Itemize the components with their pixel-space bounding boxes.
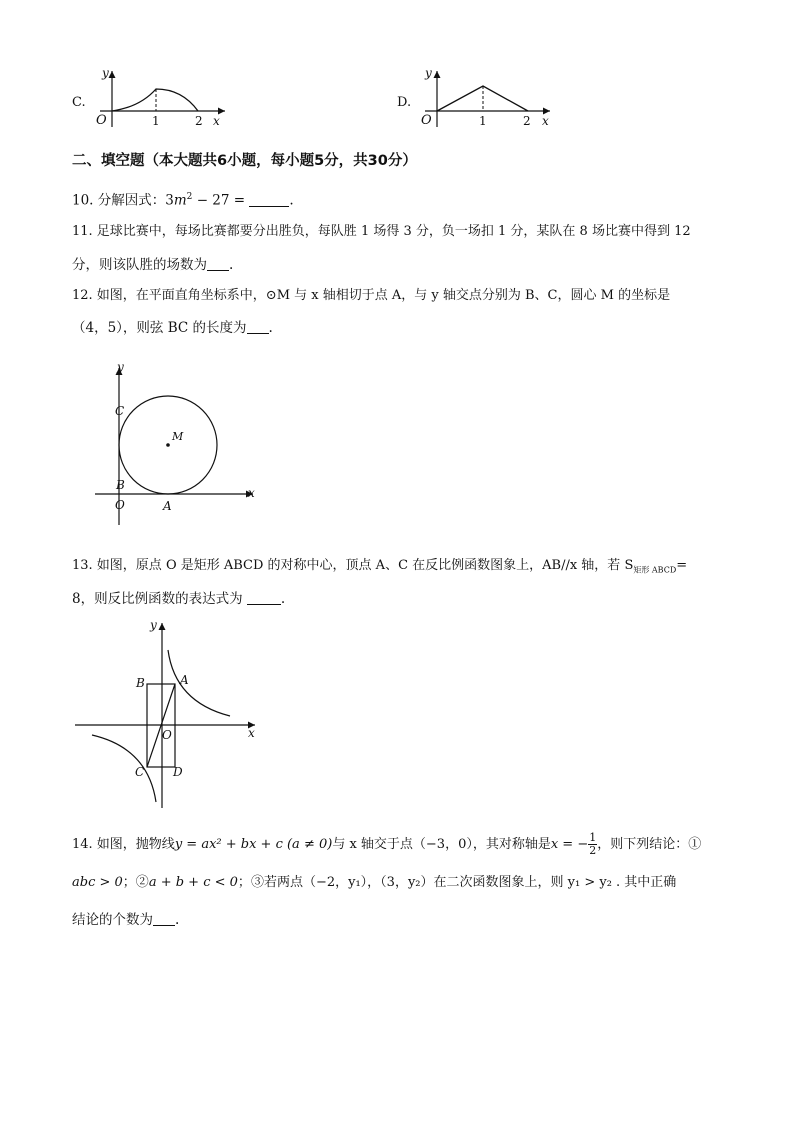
- option-c-label: C.: [72, 95, 86, 110]
- option-c-origin: O: [96, 113, 107, 128]
- q12-x-label: x: [248, 486, 255, 500]
- question-12-line1: 12. 如图，在平面直角坐标系中，⊙M 与 x 轴相切于点 A，与 y 轴交点分别为 B、C，圆心 M 的坐标是: [72, 288, 671, 303]
- q14-l2d: ；: [237, 875, 251, 890]
- q13-answer-blank[interactable]: [247, 590, 281, 605]
- q12-figure: [95, 360, 275, 530]
- q13-c-label: C: [135, 765, 145, 779]
- q13-a-label: A: [180, 673, 189, 687]
- q13-line2-text: 8，则反比例函数的表达式为: [72, 591, 243, 607]
- q11-end: .: [229, 257, 234, 273]
- option-c: [70, 65, 240, 135]
- q10-prefix: 10. 分解因式：: [72, 192, 166, 209]
- q14-line3-text: 结论的个数为: [72, 912, 153, 928]
- q10-exp: 2: [186, 192, 193, 202]
- q12-a-label: A: [163, 499, 172, 513]
- q14-l2b: ；: [122, 875, 136, 890]
- question-12-line2: [72, 318, 273, 338]
- question-11-line1: 11. 足球比赛中，每场比赛都要分出胜负，每队胜 1 场得 3 分，负一场扣 1 分，某队在 8 场比赛中得到 12: [72, 224, 691, 239]
- option-d: [395, 65, 565, 135]
- q13-figure: [72, 618, 272, 810]
- q13-hyperbola-q1: [168, 650, 230, 716]
- q13-d-label: D: [173, 765, 183, 779]
- option-d-y: y: [425, 66, 432, 80]
- q14-l2c: a + b + c < 0: [148, 875, 238, 890]
- q10-coef: 3: [165, 192, 174, 209]
- q10-rest: − 27 =: [192, 192, 250, 209]
- question-14-line2: [72, 873, 676, 893]
- option-c-tick2: 2: [195, 114, 203, 128]
- q12-answer-blank[interactable]: [247, 319, 269, 334]
- q14-frac-den: 2: [589, 844, 597, 857]
- q13-end: .: [280, 591, 286, 607]
- q14-c1: ①: [688, 837, 702, 852]
- q14-l1a: 14. 如图，抛物线: [72, 837, 175, 852]
- q13-figure-svg: [72, 618, 272, 810]
- q13-line1-sub: 矩形 ABCD: [633, 565, 677, 575]
- question-13-line2: [72, 589, 285, 609]
- option-c-x: x: [213, 114, 220, 128]
- option-d-tick1: 1: [479, 114, 487, 128]
- q10-answer-blank[interactable]: [249, 192, 289, 207]
- q14-fraction: [588, 832, 597, 857]
- q12-center-dot: [166, 443, 170, 447]
- q14-l1c: ，则下列结论：: [597, 837, 689, 852]
- q13-b-label: B: [136, 676, 145, 690]
- q12-c-label: C: [115, 404, 125, 418]
- q12-m-label: M: [172, 430, 184, 443]
- q13-line1a: 13. 如图，原点 O 是矩形 ABCD 的对称中心，顶点 A、C 在反比例函数图象上，AB//x 轴，若 S: [72, 558, 634, 573]
- question-14-line1: [72, 832, 701, 857]
- q12-o-label: O: [115, 498, 125, 512]
- q13-line1b: =: [676, 558, 688, 573]
- q13-x-label: x: [248, 726, 255, 740]
- q13-o-label: O: [162, 728, 172, 742]
- question-13-line1: [72, 556, 687, 581]
- q14-l1b: 与 x 轴交于点（−3，0），其对称轴是: [332, 837, 551, 852]
- option-c-tick1: 1: [152, 114, 160, 128]
- option-c-y: y: [102, 66, 109, 80]
- q14-c3: ③: [250, 875, 264, 890]
- question-11-line2: [72, 255, 233, 275]
- q13-hyperbola-q3: [92, 735, 156, 802]
- q12-y-label: y: [117, 360, 124, 374]
- q14-answer-blank[interactable]: [153, 911, 175, 926]
- question-10: [72, 187, 294, 211]
- q14-frac-num: 1: [589, 831, 597, 844]
- q14-equation: y = ax² + bx + c (a ≠ 0): [174, 837, 333, 852]
- q12-line2-text: （4，5），则弦 BC 的长度为: [72, 320, 247, 336]
- q14-c2: ②: [135, 875, 149, 890]
- q10-end: .: [289, 192, 294, 209]
- option-d-tick2: 2: [523, 114, 531, 128]
- q12-end: .: [268, 320, 273, 336]
- q14-l2a: abc > 0: [72, 875, 123, 890]
- option-d-x: x: [542, 114, 549, 128]
- q13-y-label: y: [150, 618, 157, 632]
- q10-var: m: [173, 192, 187, 209]
- option-d-label: D.: [397, 95, 412, 110]
- option-d-origin: O: [421, 113, 432, 128]
- q11-line2-text: 分，则该队胜的场数为: [72, 257, 207, 273]
- q14-end: .: [175, 912, 180, 928]
- q12-b-label: B: [116, 478, 125, 492]
- section-title: 二、填空题（本大题共6小题，每小题5分，共30分）: [72, 153, 417, 169]
- question-14-line3: [72, 910, 179, 930]
- q14-l2e: 若两点（−2，y₁），（3，y₂）在二次函数图象上，则 y₁ > y₂ . 其中正确: [263, 875, 677, 890]
- q14-axis: x = −: [550, 837, 589, 852]
- q11-answer-blank[interactable]: [207, 256, 229, 271]
- option-c-curve: [112, 89, 198, 111]
